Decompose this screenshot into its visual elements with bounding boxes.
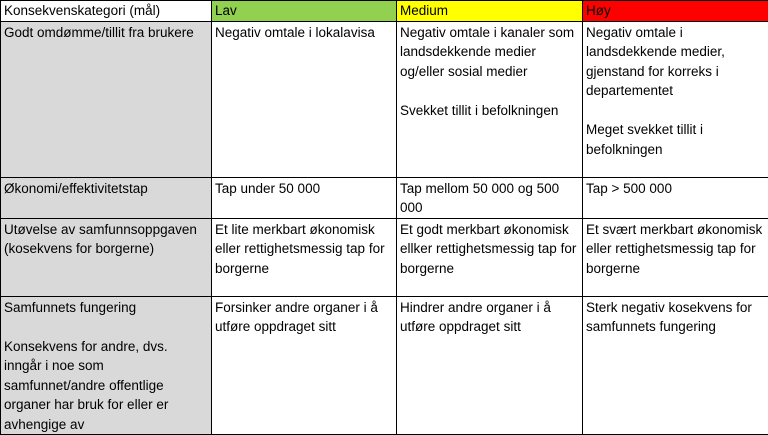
cell-high — [583, 177, 768, 218]
category-text: Samfunnets fungering — [4, 298, 208, 318]
cell-text: Tap under 50 000 — [215, 179, 393, 199]
cell-text: Svekket tillit i befolkningen — [400, 101, 579, 121]
cell-medium — [397, 218, 583, 296]
cell-high — [583, 296, 768, 435]
table-row — [1, 218, 768, 296]
header-category: Konsekvenskategori (mål) — [1, 1, 212, 22]
header-level-high: Høy — [583, 1, 768, 22]
category-text: Konsekvens for andre, dvs. inngår i noe som samfunnet/andre offentlige organer har bruk for eller er avhengige av — [4, 337, 208, 435]
category-text: Godt omdømme/tillit fra brukere — [4, 23, 208, 43]
row-category — [1, 177, 212, 218]
category-text: Utøvelse av samfunnsoppgaven (kosekvens for borgerne) — [4, 220, 208, 259]
table-row — [1, 177, 768, 218]
cell-text: Sterk negativ kosekvens for samfunnets fungering — [586, 298, 765, 337]
cell-text: Forsinker andre organer i å utføre oppdraget sitt — [215, 298, 393, 337]
cell-text: Meget svekket tillit i befolkningen — [586, 120, 765, 159]
row-category — [1, 218, 212, 296]
cell-text: Negativ omtale i lokalavisa — [215, 23, 393, 43]
row-category — [1, 21, 212, 177]
cell-high — [583, 21, 768, 177]
cell-low — [212, 21, 397, 177]
table-row — [1, 21, 768, 177]
cell-low — [212, 218, 397, 296]
header-level-low: Lav — [212, 1, 397, 22]
cell-medium — [397, 21, 583, 177]
cell-low — [212, 296, 397, 435]
table-row — [1, 296, 768, 435]
row-category — [1, 296, 212, 435]
cell-medium — [397, 296, 583, 435]
cell-text: Tap > 500 000 — [586, 179, 765, 199]
cell-text: Negativ omtale i landsdekkende medier, gjenstand for korreks i departementet — [586, 23, 765, 101]
cell-text: Negativ omtale i kanaler som landsdekkende medier og/eller sosial medier — [400, 23, 579, 82]
cell-text: Tap mellom 50 000 og 500 000 — [400, 179, 579, 218]
category-text: Økonomi/effektivitetstap — [4, 179, 208, 199]
cell-text: Et godt merkbart økonomisk ellker rettighetsmessig tap for borgerne — [400, 220, 579, 279]
cell-high — [583, 218, 768, 296]
header-row — [1, 1, 768, 22]
cell-low — [212, 177, 397, 218]
cell-text: Hindrer andre organer i å utføre oppdraget sitt — [400, 298, 579, 337]
cell-text: Et svært merkbart økonomisk eller rettighetsmessig tap for borgerne — [586, 220, 765, 279]
cell-medium — [397, 177, 583, 218]
cell-text: Et lite merkbart økonomisk eller rettighetsmessig tap for borgerne — [215, 220, 393, 279]
header-level-medium: Medium — [397, 1, 583, 22]
